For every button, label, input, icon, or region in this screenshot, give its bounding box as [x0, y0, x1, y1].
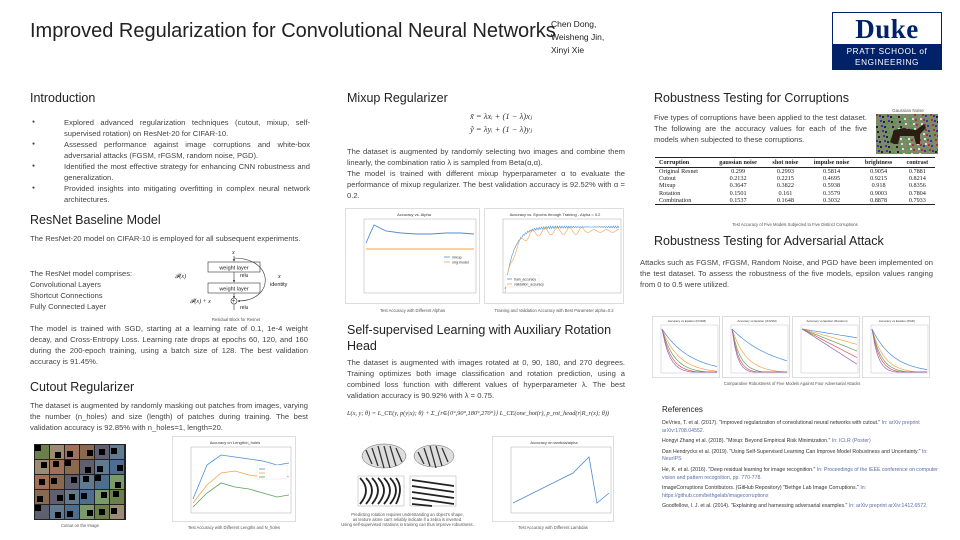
table-cell: 0.2215	[776, 175, 794, 183]
mixup-chart2-title: Accuracy vs. Epochs through Training - Alpha = 0.2	[509, 212, 601, 217]
diagram-caption: Residual Block for Resnet	[211, 317, 261, 322]
references-heading: References	[662, 405, 703, 414]
table-header-row	[655, 158, 935, 168]
table-cell: Combination	[655, 197, 711, 205]
corruption-table-body	[655, 168, 935, 205]
adversarial-text: Attacks such as FGSM, rFGSM, Random Noise, and PGD have been implemented on the test dataset. To assess the robustness of the five models, epsilon values ranging from 0 to 0.5 were utilized.	[640, 258, 933, 289]
mixup-text-1: The dataset is augmented by randomly selecting two images and combine them linearly, the combination ratio λ is sampled from Beta(α,α).	[347, 147, 625, 167]
reference-item	[662, 438, 938, 446]
cutout-mask	[57, 495, 63, 501]
cutout-mask	[41, 462, 47, 468]
table-cell: 0.5938	[823, 182, 841, 190]
cutout-image-caption: Cutout on the Image	[61, 523, 99, 528]
adversarial-series	[662, 329, 717, 367]
author-1: Chen Dong,	[551, 19, 597, 29]
cutout-mask	[53, 461, 59, 467]
cutout-text: The dataset is augmented by randomly masking out patches from images, varying the number (n_holes) and size (length) of patches during training. The best validation accuracy is 92.85% with n_holes=1, length=20.	[30, 401, 308, 432]
reference-link[interactable]: In: https://github.com/bethgelab/imagecorruptions	[662, 485, 867, 499]
cutout-mask	[117, 465, 123, 471]
adversarial-series	[732, 329, 787, 372]
cutout-heading: Cutout Regularizer	[30, 380, 135, 394]
adversarial-plot	[722, 316, 790, 378]
cutout-mask	[113, 491, 119, 497]
adversarial-caption: Comparative Robustness of Five Models Against Four Adversarial Attacks	[723, 381, 861, 386]
resnet-intro-text: The ResNet-20 model on CIFAR-10 is employed for all subsequent experiments.	[30, 234, 301, 243]
table-cell: Rotation	[659, 189, 681, 197]
cutout-mask	[69, 494, 75, 500]
mixup-chart2-caption: Training and Validation Accuracy with Best Parameter alpha=0.2	[494, 308, 614, 313]
svg-text:+: +	[231, 299, 236, 305]
reference-item	[662, 449, 938, 464]
table-cell: 0.8878	[857, 197, 899, 205]
diagram-x-label: x	[232, 250, 235, 256]
table-cell: 0.4695	[823, 175, 841, 183]
resnet-comprises: The ResNet model comprises:	[30, 269, 133, 278]
table-cell: 0.3579	[823, 189, 841, 197]
cutout-mask	[55, 452, 61, 458]
selfsup-loss-eq: L(x, y; θ) = L_CE(y, p(y|x); θ) + Σ_{r∈{0°,90°,180°,270°}} L_CE(one_hot(r), p_rot_head(r|R_r(x); θ))	[347, 410, 610, 417]
table-cell: 0.2132	[729, 175, 747, 183]
cutout-series-3	[193, 483, 289, 507]
logo-line-1: PRATT SCHOOL of	[846, 47, 928, 56]
mixup-text-2: The model is trained with different mixup hyperparameter α to evaluate the performance of mixup regularizer. The best validation accuracy is 92.52% with α = 0.2.	[347, 169, 625, 200]
resnet-training-text: The model is trained with SGD, starting at a learning rate of 0.1, 1e-4 weight decay, and Cross-Entropy Loss. Learning rate drops at epochs 60, 120, and 160 during the 200-epoch training, using a batch size of 128. The best validation accuracy is 91.45%.	[30, 324, 308, 366]
cutout-mask	[67, 451, 73, 457]
adversarial-plot	[652, 316, 720, 378]
cutout-mask	[67, 511, 73, 517]
corruption-table	[655, 157, 935, 205]
mixup-epoch-chart	[484, 208, 624, 304]
table-cell: 0.5814	[823, 168, 841, 175]
column-header: impulse noise	[806, 158, 858, 168]
author-2: Weisheng Jin,	[551, 32, 605, 42]
adversarial-plot-title: Accuracy vs Epsilon (PGD)	[878, 319, 916, 323]
mixup-series	[366, 225, 474, 243]
selfsup-lambda-chart	[492, 436, 614, 522]
corruption-table-caption: Test Accuracy of Five Models Subjected to Five Distinct Corruptions	[732, 222, 858, 227]
table-cell: 0.9003	[870, 189, 888, 197]
zebra-caption	[335, 513, 480, 527]
reference-link[interactable]: In: NeurIPS	[662, 448, 928, 463]
table-row	[655, 168, 935, 176]
reference-text: Hongyi Zhang et al. (2018). "Mixup: Beyond Empirical Risk Minimization."	[662, 438, 831, 445]
cutout-mask	[35, 505, 41, 511]
cutout-chart-caption: Test Accuracy with Different Lengths and N_holes	[187, 525, 281, 530]
column-header: brightness	[857, 158, 899, 168]
cutout-sample-grid	[34, 444, 126, 520]
identity-label: identity	[270, 282, 288, 288]
adversarial-plot	[792, 316, 860, 378]
adversarial-plot-title: Accuracy vs Epsilon (FGSM)	[667, 319, 707, 323]
table-cell: 0.1501	[729, 189, 747, 197]
adversarial-heading: Robustness Testing for Adversarial Attack	[654, 234, 884, 248]
adversarial-series	[872, 329, 927, 372]
zebra-caption-line: Using self-supervised rotations in training can thus improve robustness.	[341, 521, 474, 527]
adversarial-plot-title: Accuracy vs Epsilon (rFGSM)	[737, 319, 777, 323]
table-cell: 0.8356	[908, 182, 926, 190]
cutout-mask	[51, 478, 57, 484]
reference-text: Dan Hendrycks et al. (2019). "Using Self-Supervised Learning Can Improve Model Robustness and Uncertainty."	[662, 448, 921, 455]
legend-train: train_accuracy	[514, 277, 537, 282]
table-row	[655, 197, 935, 205]
adversarial-plots	[652, 316, 932, 378]
cutout-mask	[87, 450, 93, 456]
fx-plus-x-label: 𝓕(x) + x	[190, 299, 211, 305]
mixup-eq-x: x̃ = λxᵢ + (1 − λ)xⱼ	[470, 111, 533, 121]
column-header: contrast	[900, 158, 935, 168]
cutout-mask	[97, 466, 103, 472]
references-list	[662, 420, 938, 514]
cutout-mask	[87, 510, 93, 516]
cutout-mask	[101, 492, 107, 498]
cutout-mask	[115, 482, 121, 488]
reference-text: He, K. et al. (2016). "Deep residual learning for image recognition."	[662, 466, 816, 473]
table-cell: 0.3647	[729, 182, 747, 190]
adversarial-series	[662, 329, 717, 372]
weight-layer-label: weight layer	[219, 265, 249, 272]
weight-layer-label: weight layer	[219, 286, 249, 293]
intro-bullet: ● Provided insights into mitigating overfitting in complex neural network architectures.	[32, 183, 310, 205]
intro-bullet: ● Explored advanced regularization techniques (cutout, mixup, self-supervised rotation) on ResNet-20 for CIFAR-10.	[32, 117, 310, 139]
logo-band	[833, 44, 941, 69]
identity-x: x	[278, 274, 281, 280]
mixup-chart1-caption: Test Accuracy with Different Alphas	[379, 308, 446, 313]
table-cell: Mixup	[659, 182, 676, 190]
cutout-mask	[65, 460, 71, 466]
column-header: gaussian noise	[711, 158, 765, 168]
reference-item	[662, 485, 938, 500]
zebra-caption-line: as texture alone can't reliably indicate if a zebra is inverted.	[352, 516, 463, 522]
table-row	[655, 190, 935, 197]
table-cell: 0.8214	[908, 175, 926, 183]
reference-item	[662, 420, 938, 435]
intro-bullet: ● Identified the most effective strategy for enhancing CNN robustness and generalization.	[32, 161, 310, 183]
reference-link[interactable]: In: Proceedings of the IEEE conference on computer vision and pattern recognition, pp. 770-778.	[662, 466, 938, 481]
table-row	[655, 175, 935, 182]
adversarial-series	[802, 329, 857, 351]
cutout-mask	[35, 445, 41, 451]
residual-block-diagram	[170, 245, 310, 325]
cutout-mask	[95, 475, 101, 481]
zebra-caption-line: Predicting rotation requires understanding an object's shape,	[351, 512, 464, 517]
resnet-item: Fully Connected Layer	[30, 302, 106, 311]
lambda-series	[513, 457, 609, 503]
cutout-mask	[71, 477, 77, 483]
reference-text: Goodfellow, I. J. et al. (2014). "Explaining and harnessing adversarial examples."	[662, 503, 848, 510]
mixup-chart1-title: Accuracy vs. Alpha	[397, 212, 431, 217]
column-header: shot noise	[765, 158, 805, 168]
table-cell: 0.9215	[870, 175, 888, 183]
legend-val: validation_accuracy	[514, 282, 544, 287]
mixup-alpha-chart	[345, 208, 480, 304]
cutout-mask	[83, 476, 89, 482]
cutout-mask	[85, 467, 91, 473]
table-cell: 0.7804	[908, 189, 926, 197]
table-cell: 0.1537	[711, 197, 765, 205]
selfsup-text: The dataset is augmented with images rotated at 0, 90, 180, and 270 degrees. Training optimizes both image classification and rotation prediction, using a combined loss function with different values of hyperparameter λ. The best validation accuracy is 90.92% with λ = 0.75.	[347, 358, 625, 400]
corruption-heading: Robustness Testing for Corruptions	[654, 91, 850, 105]
fx-label: 𝓕(x)	[175, 274, 187, 280]
cutout-mask	[55, 512, 61, 518]
reference-link[interactable]: In: arXiv preprint arXiv:1412.6572.	[847, 503, 928, 510]
table-cell: 0.2993	[776, 168, 794, 175]
adversarial-series	[872, 329, 927, 370]
adversarial-plot-title: Accuracy vs Epsilon (Random)	[806, 319, 848, 323]
resnet-components	[30, 268, 190, 312]
adversarial-plot	[862, 316, 930, 378]
intro-bullet: ● Assessed performance against image corruptions and white-box adversarial attacks (FGSM, rFGSM, random noise, PGD).	[32, 139, 310, 161]
table-cell: 0.3032	[806, 197, 858, 205]
mixup-eq-y: ỹ = λyᵢ + (1 − λ)yⱼ	[470, 124, 533, 134]
adversarial-series	[802, 329, 857, 364]
intro-heading: Introduction	[30, 91, 96, 105]
table-cell: 0.299	[731, 168, 746, 175]
selfsup-chart-title: Accuracy on lambda/alpha	[530, 440, 578, 445]
cutout-mask	[39, 479, 45, 485]
cutout-mask	[111, 448, 117, 454]
cutout-mask	[99, 509, 105, 515]
cutout-grid-svg	[34, 444, 126, 520]
selfsup-chart-caption: Test Accuracy with Different Lambdas	[518, 525, 588, 530]
gaussian-noise-photo	[876, 114, 938, 154]
gaussian-noise-label: Gaussian Noise	[892, 108, 924, 113]
author-list	[551, 18, 604, 57]
table-cell: 0.7933	[900, 197, 935, 205]
reference-item	[662, 503, 938, 511]
adversarial-series	[732, 329, 787, 372]
resnet-heading: ResNet Baseline Model	[30, 213, 161, 227]
corruption-text: Five types of corruptions have been applied to the test dataset. The following are the accuracy values for each of the five models when subjected to these corruptions.	[654, 113, 867, 144]
table-cell: 0.9054	[870, 168, 888, 175]
table-cell: 0.1648	[765, 197, 805, 205]
legend-mixup: mixup	[452, 255, 462, 260]
logo-wordmark: Duke	[855, 14, 919, 44]
legend-orig: orig model	[452, 260, 469, 265]
duke-logo	[832, 12, 942, 70]
resnet-item: Convolutional Layers	[30, 280, 101, 289]
cutout-mask	[111, 508, 117, 514]
cutout-mask	[37, 496, 43, 502]
relu-label: relu	[240, 273, 249, 279]
table-cell: 0.161	[778, 189, 793, 197]
cutout-mask	[99, 449, 105, 455]
reference-link[interactable]: In: ICLR (Poster)	[830, 438, 871, 445]
cutout-chart-title: Accuracy on Length/n_holes	[209, 440, 261, 445]
table-cell: 0.3822	[776, 182, 794, 190]
author-3: Xinyi Xie	[551, 45, 585, 55]
reference-link[interactable]: In: arXiv preprint arXiv:1708.04552.	[662, 420, 920, 434]
table-cell: 0.7881	[908, 168, 926, 175]
adversarial-series	[732, 329, 787, 372]
table-row	[655, 182, 935, 189]
selfsup-heading: Self-supervised Learning with Auxiliary Rotation Head	[347, 323, 612, 353]
reference-item	[662, 467, 938, 482]
column-header: Corruption	[655, 158, 711, 168]
relu-label: relu	[240, 305, 249, 311]
table-cell: Cutout	[659, 175, 676, 183]
cutout-mask	[81, 493, 87, 499]
mixup-heading: Mixup Regularizer	[347, 91, 448, 105]
logo-line-2: ENGINEERING	[855, 58, 919, 67]
intro-bullets	[32, 117, 310, 205]
reference-text: DeVries, T. et al. (2017). "Improved regularization of convolutional neural networks with cutout."	[662, 420, 881, 426]
zebra-illustration	[352, 438, 462, 512]
poster-title: Improved Regularization for Convolutional Neural Networks	[30, 20, 556, 42]
adversarial-series	[732, 329, 787, 372]
zebra-upright	[362, 444, 406, 468]
resnet-item: Shortcut Connections	[30, 291, 103, 300]
table-cell: Original Resnet	[659, 168, 699, 175]
reference-text: ImageCorruptions Contributors. (GitHub Repository) "Bethge Lab Image Corruptions."	[662, 485, 859, 492]
table-cell: 0.918	[871, 182, 886, 190]
cutout-accuracy-chart	[172, 436, 296, 522]
